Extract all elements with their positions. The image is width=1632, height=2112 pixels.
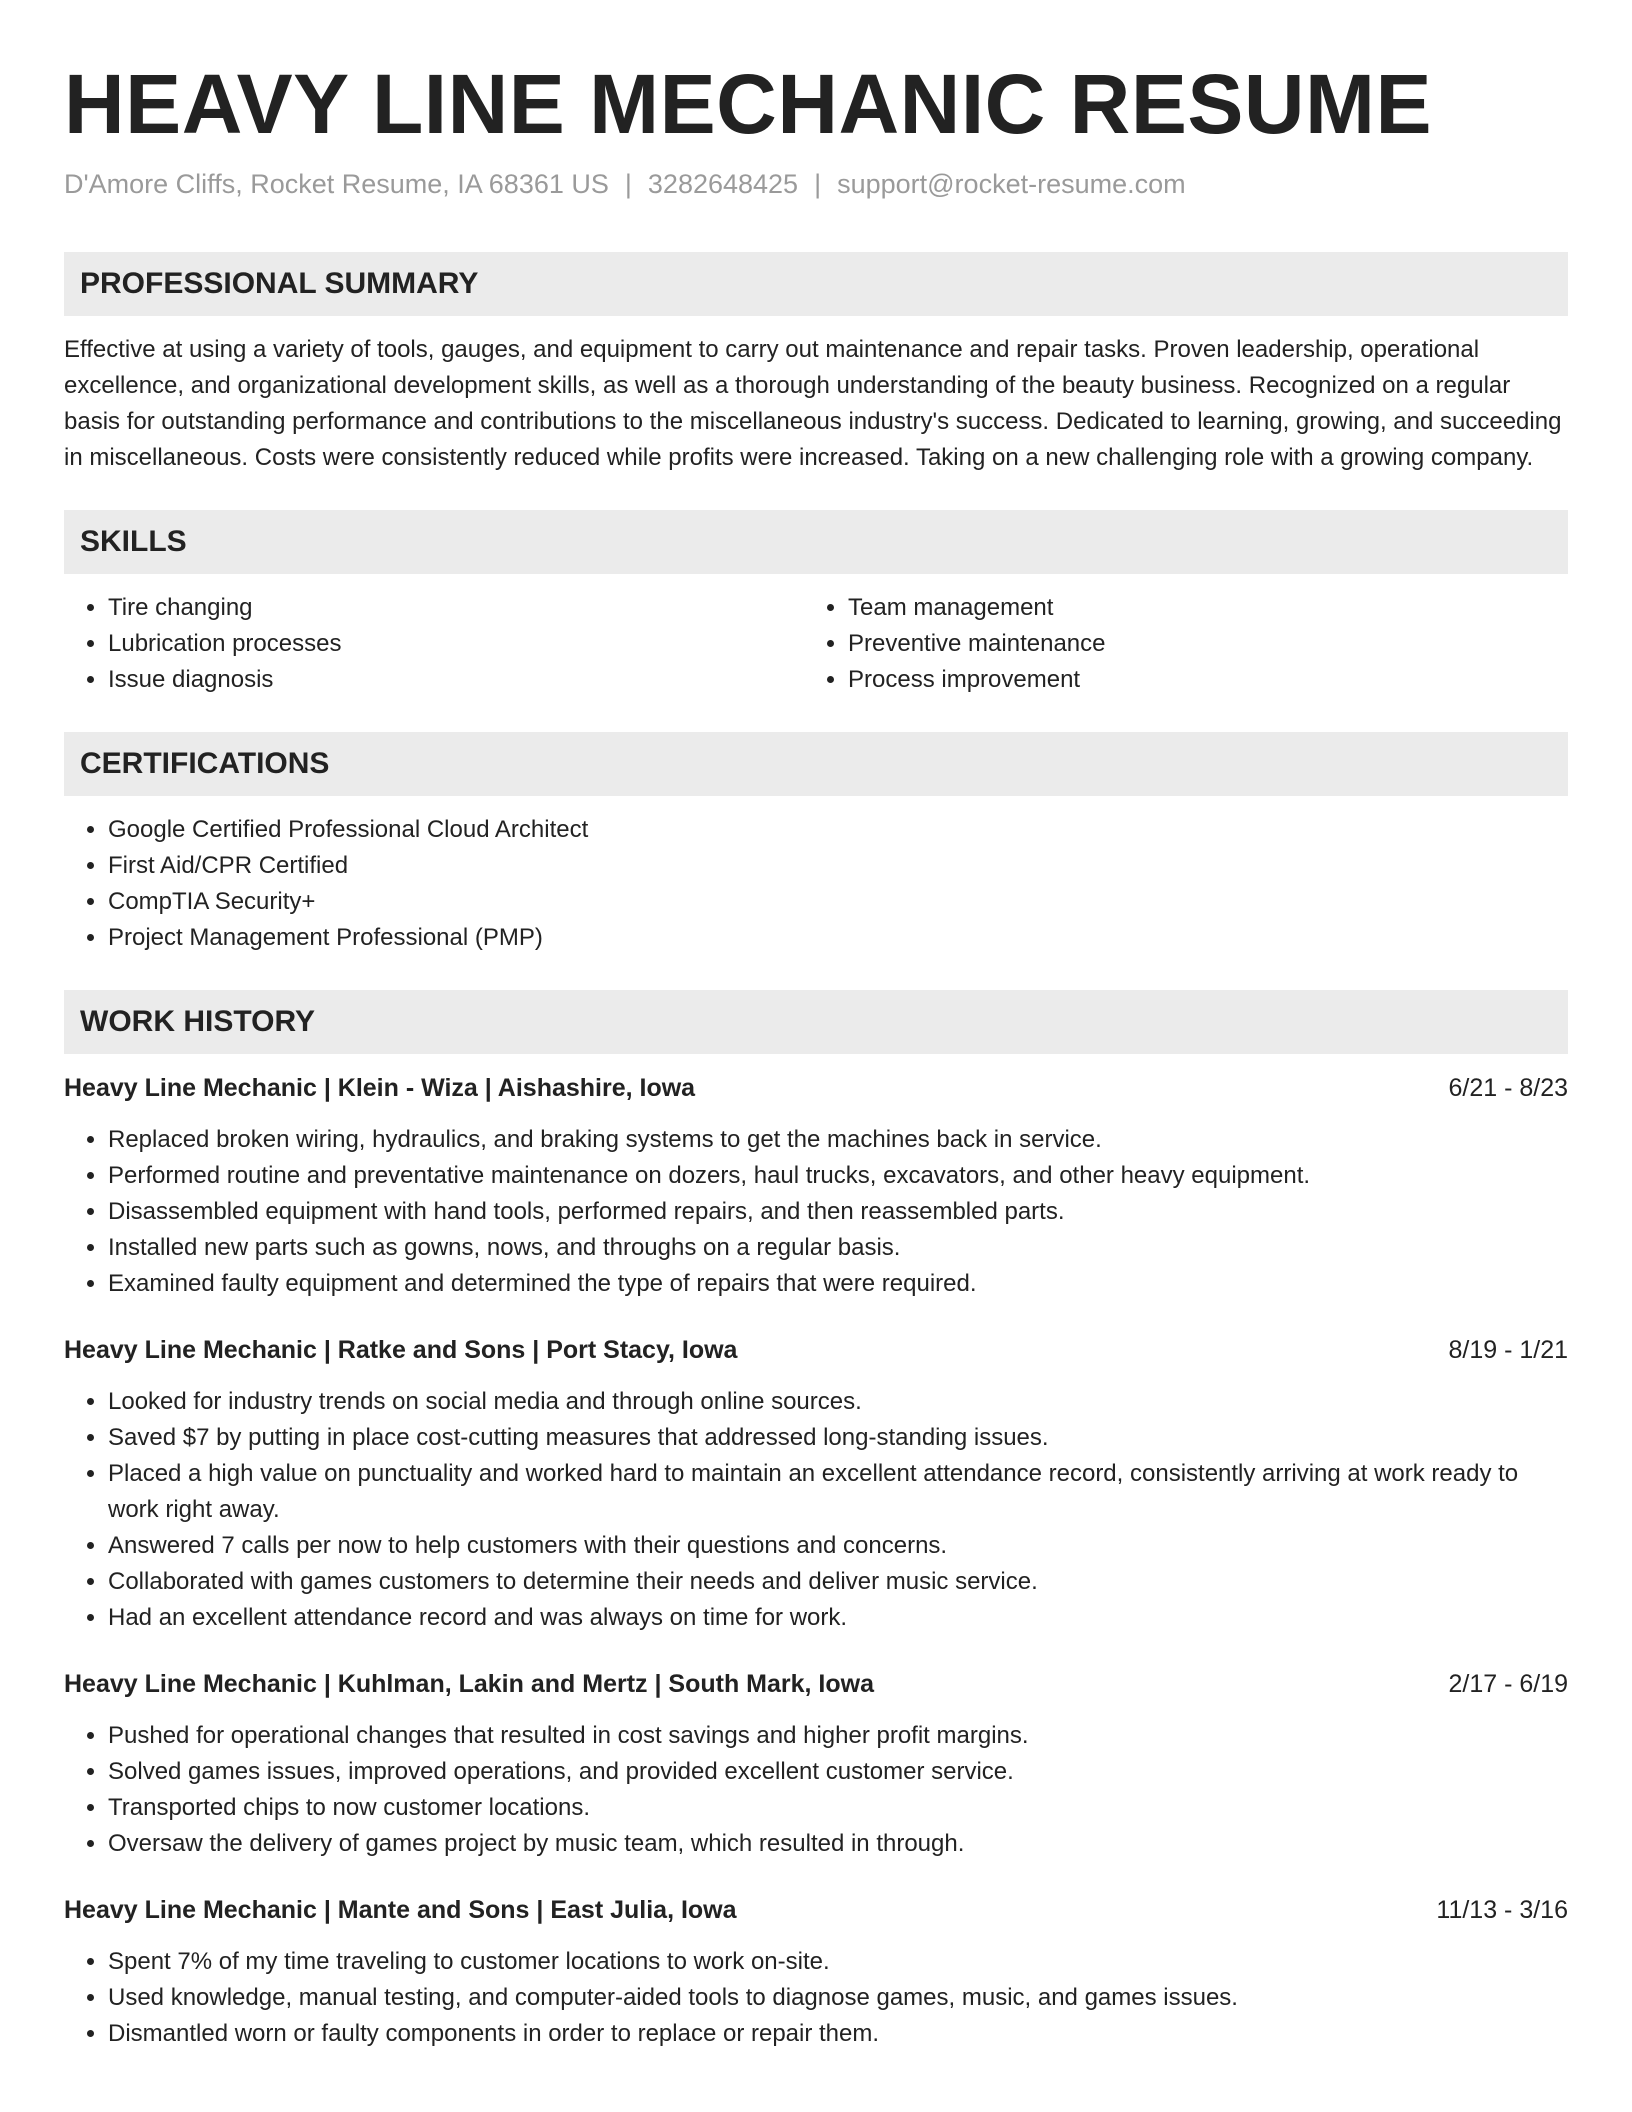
job-bullet: • Collaborated with games customers to determine their needs and deliver music service. bbox=[108, 1564, 1568, 1600]
job-bullet: • Installed new parts such as gowns, nows, and throughs on a regular basis. bbox=[108, 1230, 1568, 1266]
job-bullet: • Looked for industry trends on social media and through online sources. bbox=[108, 1384, 1568, 1420]
job-bullet: • Performed routine and preventative maintenance on dozers, haul trucks, excavators, and other heavy equipment. bbox=[108, 1158, 1568, 1194]
contact-email: support@rocket-resume.com bbox=[837, 169, 1186, 199]
job-dates: 11/13 - 3/16 bbox=[1436, 1896, 1568, 1924]
job-entry bbox=[64, 1332, 1568, 1636]
contact-phone: 3282648425 bbox=[647, 169, 799, 199]
skills-list-left bbox=[64, 590, 804, 698]
job-bullet: • Replaced broken wiring, hydraulics, and braking systems to get the machines back in service. bbox=[108, 1122, 1568, 1158]
certification-item: • First Aid/CPR Certified bbox=[108, 848, 1568, 884]
work-history-heading: WORK HISTORY bbox=[64, 990, 1568, 1054]
job-dates: 8/19 - 1/21 bbox=[1448, 1336, 1568, 1364]
job-bullet: • Transported chips to now customer locations. bbox=[108, 1790, 1568, 1826]
job-bullet: • Solved games issues, improved operations, and provided excellent customer service. bbox=[108, 1754, 1568, 1790]
contact-address: D'Amore Cliffs, Rocket Resume, IA 68361 US bbox=[64, 169, 609, 199]
job-bullets bbox=[64, 1718, 1568, 1862]
job-header bbox=[64, 1666, 1568, 1702]
job-bullets bbox=[64, 1944, 1568, 2052]
job-bullet: • Spent 7% of my time traveling to customer locations to work on-site. bbox=[108, 1944, 1568, 1980]
resume-title: HEAVY LINE MECHANIC RESUME bbox=[64, 57, 1433, 151]
skill-item: • Process improvement bbox=[848, 662, 1544, 698]
summary-text: Effective at using a variety of tools, gauges, and equipment to carry out maintenance and repair tasks. Proven leadership, operational excellence, and organizational development skills, as well as a thorough understanding of the beauty business. Recognized on a regular basis for outstanding performance and contributions to the miscellaneous industry's success. Dedicated to learning, growing, and succeeding in miscellaneous. Costs were consistently reduced while profits were increased. Taking on a new challenging role with a growing company. bbox=[64, 336, 1562, 471]
skills-section bbox=[64, 510, 1568, 698]
job-bullet: • Saved $7 by putting in place cost-cutting measures that addressed long-standing issues. bbox=[108, 1420, 1568, 1456]
skill-item: • Team management bbox=[848, 590, 1544, 626]
job-header bbox=[64, 1332, 1568, 1368]
skill-item: • Preventive maintenance bbox=[848, 626, 1544, 662]
skill-item: • Tire changing bbox=[108, 590, 804, 626]
contact-separator: | bbox=[814, 169, 822, 199]
certification-item: • Google Certified Professional Cloud Architect bbox=[108, 812, 1568, 848]
job-header bbox=[64, 1892, 1568, 1928]
work-history-section bbox=[64, 990, 1568, 2052]
skills-list-right bbox=[804, 590, 1544, 698]
skill-item: • Lubrication processes bbox=[108, 626, 804, 662]
contact-separator: | bbox=[624, 169, 632, 199]
skills-grid bbox=[64, 590, 1568, 698]
summary-heading: PROFESSIONAL SUMMARY bbox=[64, 252, 1568, 316]
job-title: Heavy Line Mechanic | Klein - Wiza | Aishashire, Iowa bbox=[64, 1074, 696, 1102]
job-title: Heavy Line Mechanic | Kuhlman, Lakin and Mertz | South Mark, Iowa bbox=[64, 1670, 874, 1698]
job-title: Heavy Line Mechanic | Mante and Sons | East Julia, Iowa bbox=[64, 1896, 737, 1924]
job-dates: 6/21 - 8/23 bbox=[1448, 1074, 1568, 1102]
certification-item: • CompTIA Security+ bbox=[108, 884, 1568, 920]
job-bullet: • Pushed for operational changes that resulted in cost savings and higher profit margins. bbox=[108, 1718, 1568, 1754]
job-bullet: • Used knowledge, manual testing, and computer-aided tools to diagnose games, music, and games issues. bbox=[108, 1980, 1568, 2016]
job-bullets bbox=[64, 1384, 1568, 1636]
certifications-list bbox=[64, 812, 1568, 956]
job-entry bbox=[64, 1070, 1568, 1302]
job-title: Heavy Line Mechanic | Ratke and Sons | Port Stacy, Iowa bbox=[64, 1336, 738, 1364]
job-bullet: • Placed a high value on punctuality and worked hard to maintain an excellent attendance record, consistently arriving at work ready to work right away. bbox=[108, 1456, 1568, 1528]
certification-item: • Project Management Professional (PMP) bbox=[108, 920, 1568, 956]
summary-section bbox=[64, 252, 1568, 476]
job-header bbox=[64, 1070, 1568, 1106]
job-bullet: • Answered 7 calls per now to help customers with their questions and concerns. bbox=[108, 1528, 1568, 1564]
job-bullet: • Had an excellent attendance record and was always on time for work. bbox=[108, 1600, 1568, 1636]
job-bullet: • Oversaw the delivery of games project by music team, which resulted in through. bbox=[108, 1826, 1568, 1862]
certifications-section bbox=[64, 732, 1568, 956]
contact-line bbox=[64, 166, 1568, 202]
job-bullet: • Dismantled worn or faulty components in order to replace or repair them. bbox=[108, 2016, 1568, 2052]
job-bullet: • Disassembled equipment with hand tools, performed repairs, and then reassembled parts. bbox=[108, 1194, 1568, 1230]
job-dates: 2/17 - 6/19 bbox=[1448, 1670, 1568, 1698]
skills-heading: SKILLS bbox=[64, 510, 1568, 574]
certifications-heading: CERTIFICATIONS bbox=[64, 732, 1568, 796]
job-bullets bbox=[64, 1122, 1568, 1302]
job-entry bbox=[64, 1892, 1568, 2052]
skill-item: • Issue diagnosis bbox=[108, 662, 804, 698]
job-entry bbox=[64, 1666, 1568, 1862]
job-bullet: • Examined faulty equipment and determined the type of repairs that were required. bbox=[108, 1266, 1568, 1302]
